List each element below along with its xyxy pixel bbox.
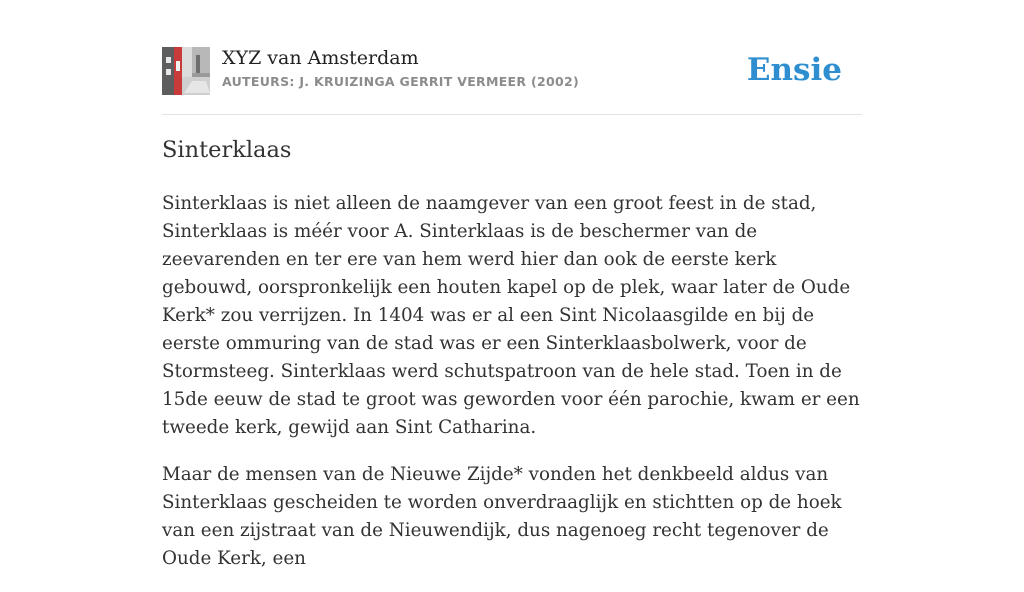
book-title[interactable]: XYZ van Amsterdam [222, 47, 419, 69]
article-title: Sinterklaas [162, 137, 292, 163]
book-cover-avatar[interactable] [162, 47, 210, 95]
article-paragraph: Maar de mensen van de Nieuwe Zijde* vonden het denkbeeld aldus van Sinterklaas gescheiden te worden onverdraaglijk en stichtten op de hoek van een zijstraat van de Nieuwendijk, dus nagenoeg recht tegenover de Oude Kerk, een [162, 464, 842, 569]
book-authors: AUTEURS: J. KRUIZINGA GERRIT VERMEER (2002) [222, 74, 579, 89]
article-paragraph: Sinterklaas is niet alleen de naamgever van een groot feest in de stad, Sinterklaas is méér voor A. Sinterklaas is de beschermer van de zeevarenden en ter ere van hem werd hier dan ook de eerste kerk gebouwd, oorspronkelijk een houten kapel op de plek, waar later de Oude Kerk* zou verrijzen. In 1404 was er al een Sint Nicolaasgilde en bij de eerste ommuring van de stad was er een Sinterklaasbolwerk, voor de Stormsteeg. Sinterklaas werd schutspatroon van de hele stad. Toen in de 15de eeuw de stad te groot was geworden voor één parochie, kwam er een tweede kerk, gewijd aan Sint Catharina. [162, 193, 860, 438]
ensie-logo[interactable]: Ensie [746, 52, 842, 88]
street-photo-icon [162, 47, 210, 95]
book-header [162, 46, 862, 115]
article-body [162, 190, 866, 592]
